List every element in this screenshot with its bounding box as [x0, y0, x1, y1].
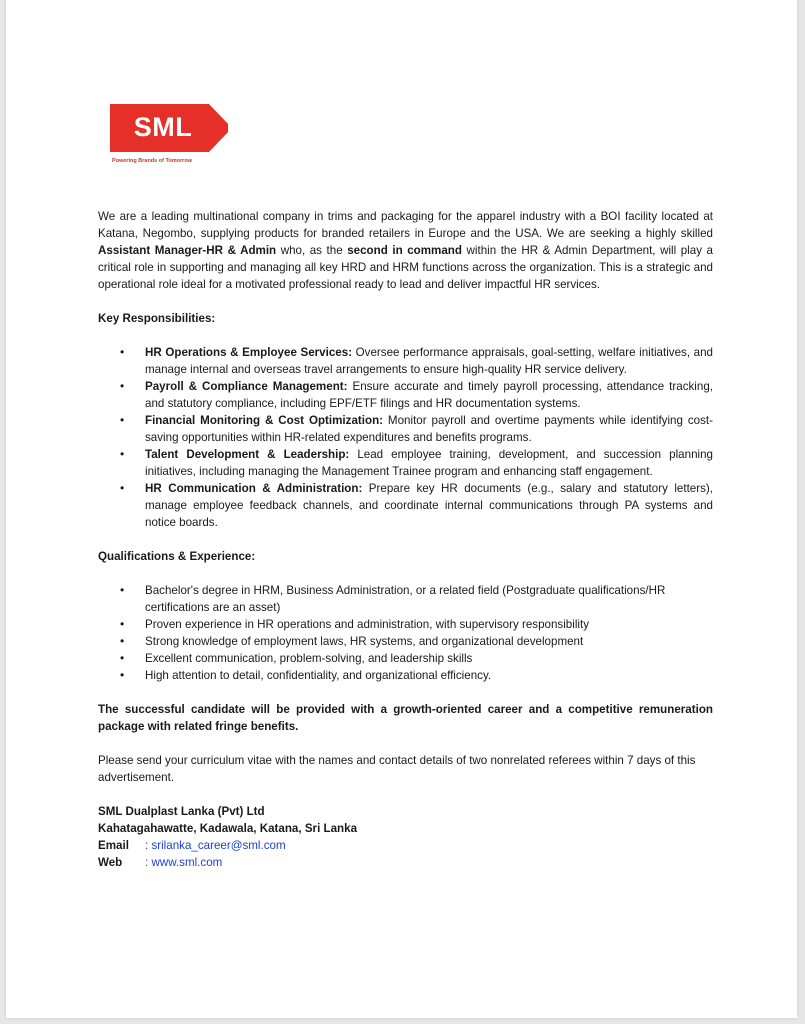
responsibilities-list	[98, 344, 713, 531]
list-item	[98, 378, 713, 412]
item-title: Talent Development & Leadership:	[145, 448, 350, 461]
qualifications-heading: Qualifications & Experience:	[98, 550, 256, 563]
list-item	[98, 650, 713, 667]
position-title: Assistant Manager-HR & Admin	[98, 244, 277, 257]
bullet-icon: •	[120, 379, 125, 393]
bullet-icon: •	[120, 447, 125, 461]
bullet-icon: •	[120, 583, 125, 597]
bullet-icon: •	[120, 634, 125, 648]
list-item	[98, 480, 713, 531]
list-item	[98, 412, 713, 446]
list-item	[98, 616, 713, 633]
bullet-icon: •	[120, 651, 125, 665]
application-instructions: Please send your curriculum vitae with the names and contact details of two nonrelated referees within 7 days of this advertisement.	[98, 754, 696, 784]
item-title: HR Operations & Employee Services:	[145, 346, 353, 359]
sml-logo	[104, 104, 228, 166]
item-text: Ensure accurate and timely payroll processing, attendance tracking, and statutory compliance, including EPF/ETF filings and HR documentation systems.	[145, 380, 713, 410]
email-link[interactable]: : srilanka_career@sml.com	[145, 839, 286, 852]
bullet-icon: •	[120, 345, 125, 359]
item-text: Oversee performance appraisals, goal-setting, welfare initiatives, and manage internal and overseas travel arrangements to ensure high-quality HR service delivery.	[145, 346, 714, 376]
web-row	[98, 854, 713, 871]
intro-paragraph	[98, 208, 713, 293]
intro-text: who, as the	[276, 244, 348, 257]
item-text: Proven experience in HR operations and administration, with supervisory responsibility	[145, 618, 589, 631]
document-body	[98, 208, 713, 871]
web-label: Web	[98, 856, 123, 869]
item-text: Strong knowledge of employment laws, HR systems, and organizational development	[145, 635, 584, 648]
qualifications-list	[98, 582, 713, 684]
item-text: Bachelor's degree in HRM, Business Administration, or a related field (Postgraduate qualifications/HR certifications are an asset)	[145, 584, 666, 614]
document-page	[6, 0, 797, 1018]
item-title: HR Communication & Administration:	[145, 482, 363, 495]
bullet-icon: •	[120, 668, 125, 682]
bullet-icon: •	[120, 617, 125, 631]
email-row	[98, 837, 713, 854]
item-text: Lead employee training, development, and succession planning initiatives, including managing the Management Trainee program and enhancing staff engagement.	[145, 448, 713, 478]
company-name: SML Dualplast Lanka (Pvt) Ltd	[98, 805, 265, 818]
bullet-icon: •	[120, 481, 125, 495]
contact-block	[98, 803, 713, 871]
list-item	[98, 633, 713, 650]
web-link[interactable]: : www.sml.com	[145, 856, 223, 869]
item-text: Prepare key HR documents (e.g., salary and statutory letters), manage employee feedback channels, and coordinate internal communications through PA systems and notice boards.	[145, 482, 713, 529]
item-text: Monitor payroll and overtime payments while identifying cost-saving opportunities within HR-related expenditures and benefits programs.	[145, 414, 713, 444]
list-item	[98, 582, 713, 616]
responsibilities-heading: Key Responsibilities:	[98, 312, 216, 325]
intro-emphasis: second in command	[347, 244, 462, 257]
list-item	[98, 446, 713, 480]
offer-statement: The successful candidate will be provided with a growth-oriented career and a competitive remuneration package with related fringe benefits.	[98, 703, 713, 733]
logo-tagline: Powering Brands of Tomorrow	[112, 158, 192, 164]
intro-text: within the HR & Admin Department, will play a critical role in supporting and managing all key HRD and HRM functions across the organization. This is a strategic and operational role ideal for a motivated professional ready to lead and deliver impactful HR services.	[98, 244, 713, 291]
item-text: High attention to detail, confidentiality, and organizational efficiency.	[145, 669, 492, 682]
bullet-icon: •	[120, 413, 125, 427]
item-title: Financial Monitoring & Cost Optimization:	[145, 414, 384, 427]
item-text: Excellent communication, problem-solving, and leadership skills	[145, 652, 473, 665]
company-address: Kahatagahawatte, Kadawala, Katana, Sri Lanka	[98, 822, 358, 835]
email-label: Email	[98, 839, 129, 852]
item-title: Payroll & Compliance Management:	[145, 380, 348, 393]
list-item	[98, 344, 713, 378]
intro-text: We are a leading multinational company in trims and packaging for the apparel industry with a BOI facility located at Katana, Negombo, supplying products for branded retailers in Europe and the USA. We are seeking a highly skilled	[98, 210, 713, 240]
logo-text: SML	[133, 112, 193, 142]
list-item	[98, 667, 713, 684]
